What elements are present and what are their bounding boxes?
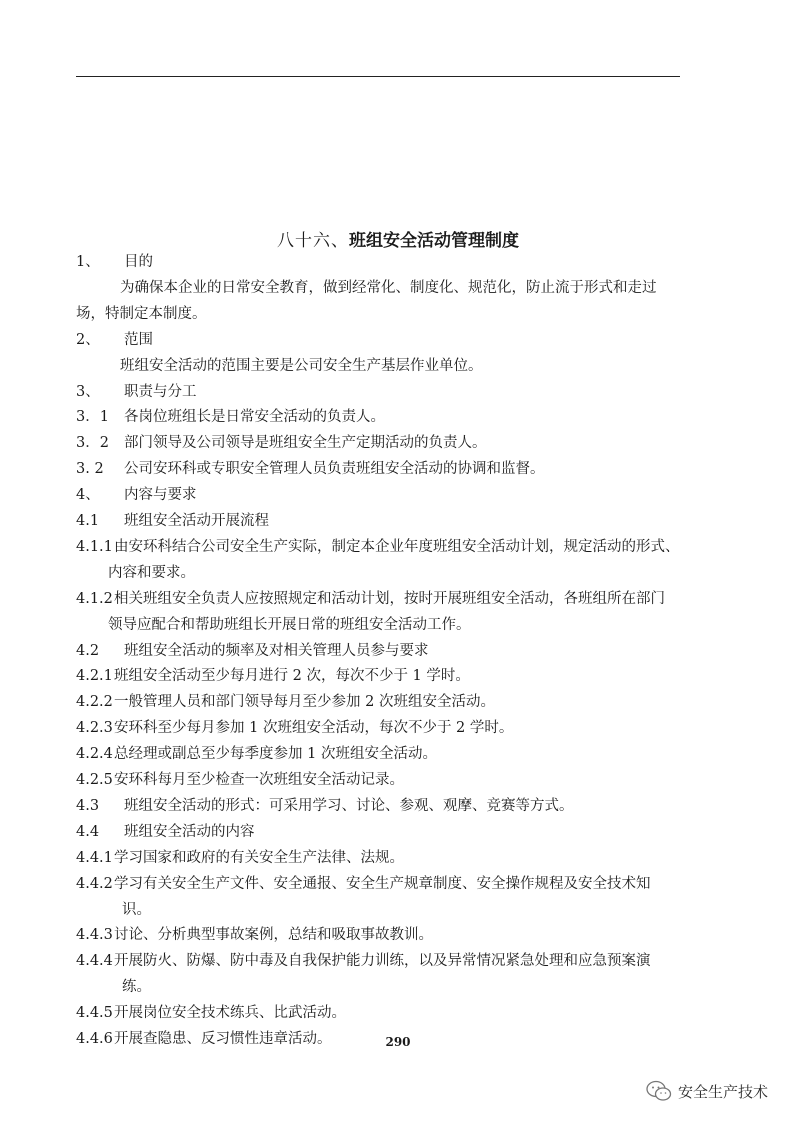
line-text: 公司安环科或专职安全管理人员负责班组安全活动的协调和监督。 [124,461,545,478]
line-text: 讨论、分析典型事故案例，总结和吸取事故教训。 [114,927,433,944]
document-line [76,641,429,661]
line-label: 4.2.5 [76,772,113,788]
document-line [76,537,680,557]
line-label: 4.1.2 [76,590,113,607]
document-line [76,770,404,790]
line-label: 3. 2 [76,461,104,478]
line-text: 一般管理人员和部门领导每月至少参加 2 次班组安全活动。 [114,694,495,711]
line-text: 安环科至少每月参加 1 次班组安全活动，每次不少于 2 学时。 [114,720,514,737]
line-label: 1、 [76,254,100,270]
header-rule [76,76,680,77]
line-label: 4.4.3 [76,927,113,944]
document-line [76,407,385,427]
line-text: 部门领导及公司领导是班组安全生产定期活动的负责人。 [124,435,487,452]
document-line [76,692,495,712]
document-line [76,589,665,609]
document-line [76,511,269,531]
line-label: 4.4.6 [76,1031,113,1047]
line-text: 场，特制定本制度。 [76,305,207,322]
line-label: 4.3 [76,797,100,814]
document-line [76,1003,346,1023]
line-label: 4.4.4 [76,953,113,970]
line-text: 开展岗位安全技术练兵、比武活动。 [114,1005,346,1022]
line-label: 4.1.1 [76,538,113,555]
line-text: 由安环科结合公司安全生产实际，制定本企业年度班组安全活动计划，规定活动的形式、 [114,538,680,555]
brand-name: 安全生产技术 [677,1082,768,1101]
line-label: 3．2 [76,435,109,452]
line-label: 2、 [76,331,100,348]
document-line [76,459,545,479]
line-label: 3．1 [76,409,109,426]
document-line [76,666,470,686]
line-label: 4.4.5 [76,1005,113,1022]
document-line [76,900,151,920]
line-text: 班组安全活动至少每月进行 2 次，每次不少于 1 学时。 [114,668,470,685]
line-label: 4.2.3 [76,720,113,737]
document-line [76,330,153,350]
line-label: 3、 [76,383,100,400]
document-line [76,796,574,816]
line-text: 练。 [122,979,151,996]
document-line [76,874,651,894]
line-text: 开展防火、防爆、防中毒及自我保护能力训练，以及异常情况紧急处理和应急预案演 [114,953,651,970]
line-text: 内容与要求 [124,487,197,504]
line-text: 班组安全活动开展流程 [124,513,269,529]
line-text: 各岗位班组长是日常安全活动的负责人。 [124,409,385,426]
brand-badge [646,1080,768,1102]
line-text: 职责与分工 [124,383,197,400]
line-text: 目的 [124,254,153,270]
document-line [76,615,471,635]
document-line [76,304,207,324]
line-text: 安环科每月至少检查一次班组安全活动记录。 [114,772,404,788]
line-text: 内容和要求。 [108,564,195,581]
page-number: 290 [385,1035,411,1049]
document-line [76,718,513,738]
line-text: 学习国家和政府的有关安全生产法律、法规。 [114,849,404,866]
line-text: 为确保本企业的日常安全教育，做到经常化、制度化、规范化，防止流于形式和走过 [120,279,657,296]
line-text: 班组安全活动的内容 [124,823,255,840]
document-line [76,925,433,945]
line-text: 范围 [124,331,153,348]
document-line [76,977,151,997]
line-label: 4.2 [76,642,100,659]
document-line [76,382,197,402]
document-line [76,433,487,453]
document-line [76,252,153,272]
line-label: 4.4.2 [76,875,113,892]
wechat-icon [646,1080,672,1102]
document-line [76,744,437,764]
line-label: 4.2.1 [76,668,113,685]
document-line [76,951,651,971]
line-text: 相关班组安全负责人应按照规定和活动计划，按时开展班组安全活动，各班组所在部门 [114,590,665,607]
line-label: 4.4.1 [76,849,113,866]
section-number: 八十六、 [277,231,349,251]
line-text: 班组安全活动的范围主要是公司安全生产基层作业单位。 [120,357,483,374]
document-line [76,822,255,842]
line-label: 4、 [76,487,100,504]
line-label: 4.2.4 [76,746,113,763]
watermark [393,343,666,616]
line-text: 识。 [122,901,151,918]
line-text: 领导应配合和帮助班组长开展日常的班组安全活动工作。 [108,616,471,633]
section-heading: 班组安全活动管理制度 [349,231,519,251]
line-label: 4.2.2 [76,694,113,711]
section-title [0,226,796,251]
line-text: 班组安全活动的形式：可采用学习、讨论、参观、观摩、竞赛等方式。 [124,797,574,814]
document-line [76,848,404,868]
document-line [76,485,197,505]
line-label: 4.1 [76,513,100,529]
document-line [76,563,195,583]
line-text: 总经理或副总至少每季度参加 1 次班组安全活动。 [114,746,437,763]
document-line [76,356,483,376]
line-label: 4.4 [76,823,100,840]
line-text: 班组安全活动的频率及对相关管理人员参与要求 [124,642,429,659]
document-line [76,278,657,298]
line-text: 学习有关安全生产文件、安全通报、安全生产规章制度、安全操作规程及安全技术知 [114,875,651,892]
line-text: 开展查隐患、反习惯性违章活动。 [114,1031,332,1047]
